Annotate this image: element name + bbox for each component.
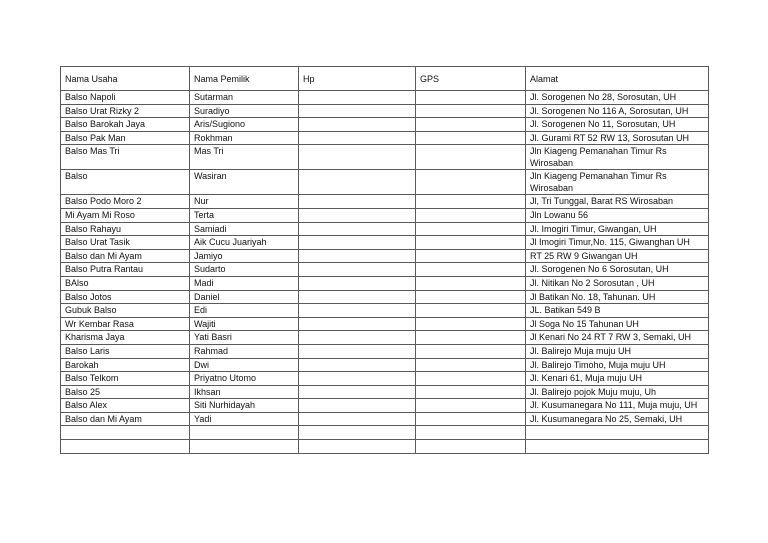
cell-gps[interactable] (416, 372, 526, 386)
table-row (61, 412, 709, 426)
cell-nama-pemilik[interactable]: Ikhsan (190, 385, 299, 399)
cell-hp[interactable] (299, 131, 416, 145)
cell-hp[interactable] (299, 331, 416, 345)
cell-nama-usaha[interactable]: Balso 25 (61, 385, 190, 399)
cell-gps[interactable] (416, 358, 526, 372)
cell-gps[interactable] (416, 104, 526, 118)
cell-nama-usaha[interactable]: Wr Kembar Rasa (61, 317, 190, 331)
cell-hp[interactable] (299, 236, 416, 250)
table-row (61, 426, 709, 440)
cell-hp[interactable] (299, 263, 416, 277)
cell-nama-usaha[interactable]: Balso Jotos (61, 290, 190, 304)
cell-nama-usaha[interactable]: Gubuk Balso (61, 304, 190, 318)
cell-gps[interactable] (416, 91, 526, 105)
cell-hp[interactable] (299, 195, 416, 209)
cell-gps[interactable] (416, 304, 526, 318)
cell-nama-usaha[interactable]: Balso Urat Tasik (61, 236, 190, 250)
table-body (61, 91, 709, 454)
table-row (61, 91, 709, 105)
cell-nama-pemilik[interactable]: Siti Nurhidayah (190, 399, 299, 413)
cell-alamat[interactable]: Jln Lowanu 56 (526, 208, 709, 222)
table-row (61, 385, 709, 399)
cell-gps[interactable] (416, 131, 526, 145)
cell-alamat[interactable]: Jl. Kenari 61, Muja muju UH (526, 372, 709, 386)
cell-alamat[interactable]: Jl. Sorogenen No 6 Sorosutan, UH (526, 263, 709, 277)
cell-hp[interactable] (299, 118, 416, 132)
cell-nama-pemilik[interactable]: Samiadi (190, 222, 299, 236)
table-row (61, 304, 709, 318)
cell-alamat[interactable]: Jln Kiageng Pemanahan Timur Rs Wirosaban (526, 170, 709, 195)
cell-nama-usaha[interactable]: Mi Ayam Mi Roso (61, 208, 190, 222)
cell-alamat[interactable]: Jl. Imogiri Timur, Giwangan, UH (526, 222, 709, 236)
cell-alamat[interactable]: Jl. Sorogenen No 116 A, Sorosutan, UH (526, 104, 709, 118)
cell-hp[interactable] (299, 344, 416, 358)
cell-nama-usaha[interactable]: Balso (61, 170, 190, 195)
table-row (61, 104, 709, 118)
table-row (61, 131, 709, 145)
cell-alamat[interactable]: Jl. Nitikan No 2 Sorosutan , UH (526, 276, 709, 290)
cell-nama-pemilik[interactable]: Dwi (190, 358, 299, 372)
cell-nama-usaha[interactable]: Balso Barokah Jaya (61, 118, 190, 132)
cell-hp[interactable] (299, 104, 416, 118)
cell-hp[interactable] (299, 399, 416, 413)
cell-hp[interactable] (299, 249, 416, 263)
table-row (61, 399, 709, 413)
cell-nama-usaha[interactable]: Balso Putra Rantau (61, 263, 190, 277)
cell-alamat[interactable]: Jl. Gurami RT 52 RW 13, Sorosutan UH (526, 131, 709, 145)
cell-nama-usaha[interactable]: Balso Urat Rizky 2 (61, 104, 190, 118)
cell-alamat[interactable]: Jl. Kusumanegara No 111, Muja muju, UH (526, 399, 709, 413)
cell-nama-pemilik[interactable]: Wajiti (190, 317, 299, 331)
cell-nama-usaha[interactable]: Balso Laris (61, 344, 190, 358)
cell-nama-pemilik[interactable]: Edi (190, 304, 299, 318)
cell-alamat[interactable]: Jl. Sorogenen No 11, Sorosutan, UH (526, 118, 709, 132)
cell-hp[interactable] (299, 145, 416, 170)
cell-gps[interactable] (416, 344, 526, 358)
cell-nama-usaha[interactable]: Balso dan Mi Ayam (61, 412, 190, 426)
cell-gps[interactable] (416, 263, 526, 277)
cell-gps[interactable] (416, 385, 526, 399)
table-row (61, 208, 709, 222)
cell-hp[interactable] (299, 304, 416, 318)
cell-nama-pemilik[interactable]: Suradiyo (190, 104, 299, 118)
table-row (61, 276, 709, 290)
cell-nama-usaha[interactable]: Balso Napoli (61, 91, 190, 105)
cell-gps[interactable] (416, 331, 526, 345)
table-row (61, 358, 709, 372)
cell-nama-pemilik[interactable]: Nur (190, 195, 299, 209)
cell-hp[interactable] (299, 385, 416, 399)
cell-hp[interactable] (299, 440, 416, 454)
cell-gps[interactable] (416, 236, 526, 250)
cell-nama-pemilik[interactable]: Priyatno Utomo (190, 372, 299, 386)
cell-alamat[interactable]: Jl Kenari No 24 RT 7 RW 3, Semaki, UH (526, 331, 709, 345)
cell-nama-usaha[interactable]: Kharisma Jaya (61, 331, 190, 345)
cell-nama-pemilik[interactable]: Jamiyo (190, 249, 299, 263)
cell-nama-pemilik[interactable]: Wasiran (190, 170, 299, 195)
header-nama-pemilik[interactable]: Nama Pemilik (190, 67, 299, 91)
header-hp[interactable]: Hp (299, 67, 416, 91)
cell-gps[interactable] (416, 440, 526, 454)
cell-nama-usaha[interactable]: Balso Podo Moro 2 (61, 195, 190, 209)
cell-alamat[interactable]: Jl Imogiri Timur,No. 115, Giwanghan UH (526, 236, 709, 250)
cell-alamat[interactable]: Jl. Balirejo Muja muju UH (526, 344, 709, 358)
cell-gps[interactable] (416, 118, 526, 132)
table-row (61, 222, 709, 236)
cell-gps[interactable] (416, 317, 526, 331)
cell-alamat[interactable]: Jl. Balirejo pojok Muju muju, Uh (526, 385, 709, 399)
header-nama-usaha[interactable]: Nama Usaha (61, 67, 190, 91)
cell-hp[interactable] (299, 358, 416, 372)
table-row (61, 118, 709, 132)
table-row (61, 344, 709, 358)
cell-nama-pemilik[interactable]: Rokhman (190, 131, 299, 145)
cell-hp[interactable] (299, 170, 416, 195)
cell-nama-pemilik[interactable]: Daniel (190, 290, 299, 304)
table-row (61, 290, 709, 304)
cell-nama-usaha[interactable] (61, 440, 190, 454)
spreadsheet-sheet (60, 66, 709, 454)
cell-alamat[interactable]: Jl Batikan No. 18, Tahunan. UH (526, 290, 709, 304)
cell-nama-usaha[interactable]: Balso Alex (61, 399, 190, 413)
table-row (61, 195, 709, 209)
cell-alamat[interactable]: Jl Soga No 15 Tahunan UH (526, 317, 709, 331)
cell-alamat[interactable]: RT 25 RW 9 Giwangan UH (526, 249, 709, 263)
cell-hp[interactable] (299, 372, 416, 386)
cell-nama-usaha[interactable] (61, 426, 190, 440)
cell-nama-pemilik[interactable]: Rahmad (190, 344, 299, 358)
cell-gps[interactable] (416, 208, 526, 222)
cell-gps[interactable] (416, 249, 526, 263)
table-row (61, 145, 709, 170)
cell-gps[interactable] (416, 412, 526, 426)
table-row (61, 170, 709, 195)
cell-nama-pemilik[interactable]: Madi (190, 276, 299, 290)
cell-nama-usaha[interactable]: Balso Pak Man (61, 131, 190, 145)
cell-nama-pemilik[interactable] (190, 440, 299, 454)
cell-nama-usaha[interactable]: Balso Mas Tri (61, 145, 190, 170)
cell-nama-usaha[interactable]: Balso Rahayu (61, 222, 190, 236)
cell-nama-usaha[interactable]: Balso dan Mi Ayam (61, 249, 190, 263)
cell-alamat[interactable] (526, 440, 709, 454)
cell-gps[interactable] (416, 170, 526, 195)
table-row (61, 331, 709, 345)
cell-hp[interactable] (299, 412, 416, 426)
cell-nama-pemilik[interactable]: Sutarman (190, 91, 299, 105)
cell-hp[interactable] (299, 222, 416, 236)
cell-nama-usaha[interactable]: Balso Telkom (61, 372, 190, 386)
cell-nama-pemilik[interactable]: Mas Tri (190, 145, 299, 170)
cell-hp[interactable] (299, 426, 416, 440)
header-row (61, 67, 709, 91)
cell-gps[interactable] (416, 426, 526, 440)
cell-nama-usaha[interactable]: Barokah (61, 358, 190, 372)
table-row (61, 372, 709, 386)
cell-alamat[interactable]: Jl. Balirejo Timoho, Muja muju UH (526, 358, 709, 372)
cell-alamat[interactable]: Jln Kiageng Pemanahan Timur Rs Wirosaban (526, 145, 709, 170)
cell-nama-pemilik[interactable]: Yadi (190, 412, 299, 426)
cell-alamat[interactable]: Jl, Tri Tunggal, Barat RS Wirosaban (526, 195, 709, 209)
cell-gps[interactable] (416, 222, 526, 236)
cell-hp[interactable] (299, 317, 416, 331)
cell-gps[interactable] (416, 399, 526, 413)
cell-nama-pemilik[interactable]: Aris/Sugiono (190, 118, 299, 132)
cell-alamat[interactable]: JL. Batikan 549 B (526, 304, 709, 318)
cell-alamat[interactable]: Jl. Kusumanegara No 25, Semaki, UH (526, 412, 709, 426)
cell-gps[interactable] (416, 145, 526, 170)
cell-nama-pemilik[interactable]: Aik Cucu Juariyah (190, 236, 299, 250)
table-row (61, 440, 709, 454)
cell-hp[interactable] (299, 276, 416, 290)
cell-gps[interactable] (416, 195, 526, 209)
cell-gps[interactable] (416, 290, 526, 304)
cell-gps[interactable] (416, 276, 526, 290)
cell-alamat[interactable] (526, 426, 709, 440)
cell-nama-pemilik[interactable]: Yati Basri (190, 331, 299, 345)
cell-nama-usaha[interactable]: BAlso (61, 276, 190, 290)
table-row (61, 317, 709, 331)
cell-hp[interactable] (299, 208, 416, 222)
cell-hp[interactable] (299, 290, 416, 304)
cell-nama-pemilik[interactable] (190, 426, 299, 440)
header-alamat[interactable]: Alamat (526, 67, 709, 91)
cell-hp[interactable] (299, 91, 416, 105)
table-row (61, 263, 709, 277)
table-row (61, 249, 709, 263)
header-gps[interactable]: GPS (416, 67, 526, 91)
cell-nama-pemilik[interactable]: Sudarto (190, 263, 299, 277)
table-row (61, 236, 709, 250)
cell-nama-pemilik[interactable]: Terta (190, 208, 299, 222)
business-table (60, 66, 709, 454)
cell-alamat[interactable]: Jl. Sorogenen No 28, Sorosutan, UH (526, 91, 709, 105)
